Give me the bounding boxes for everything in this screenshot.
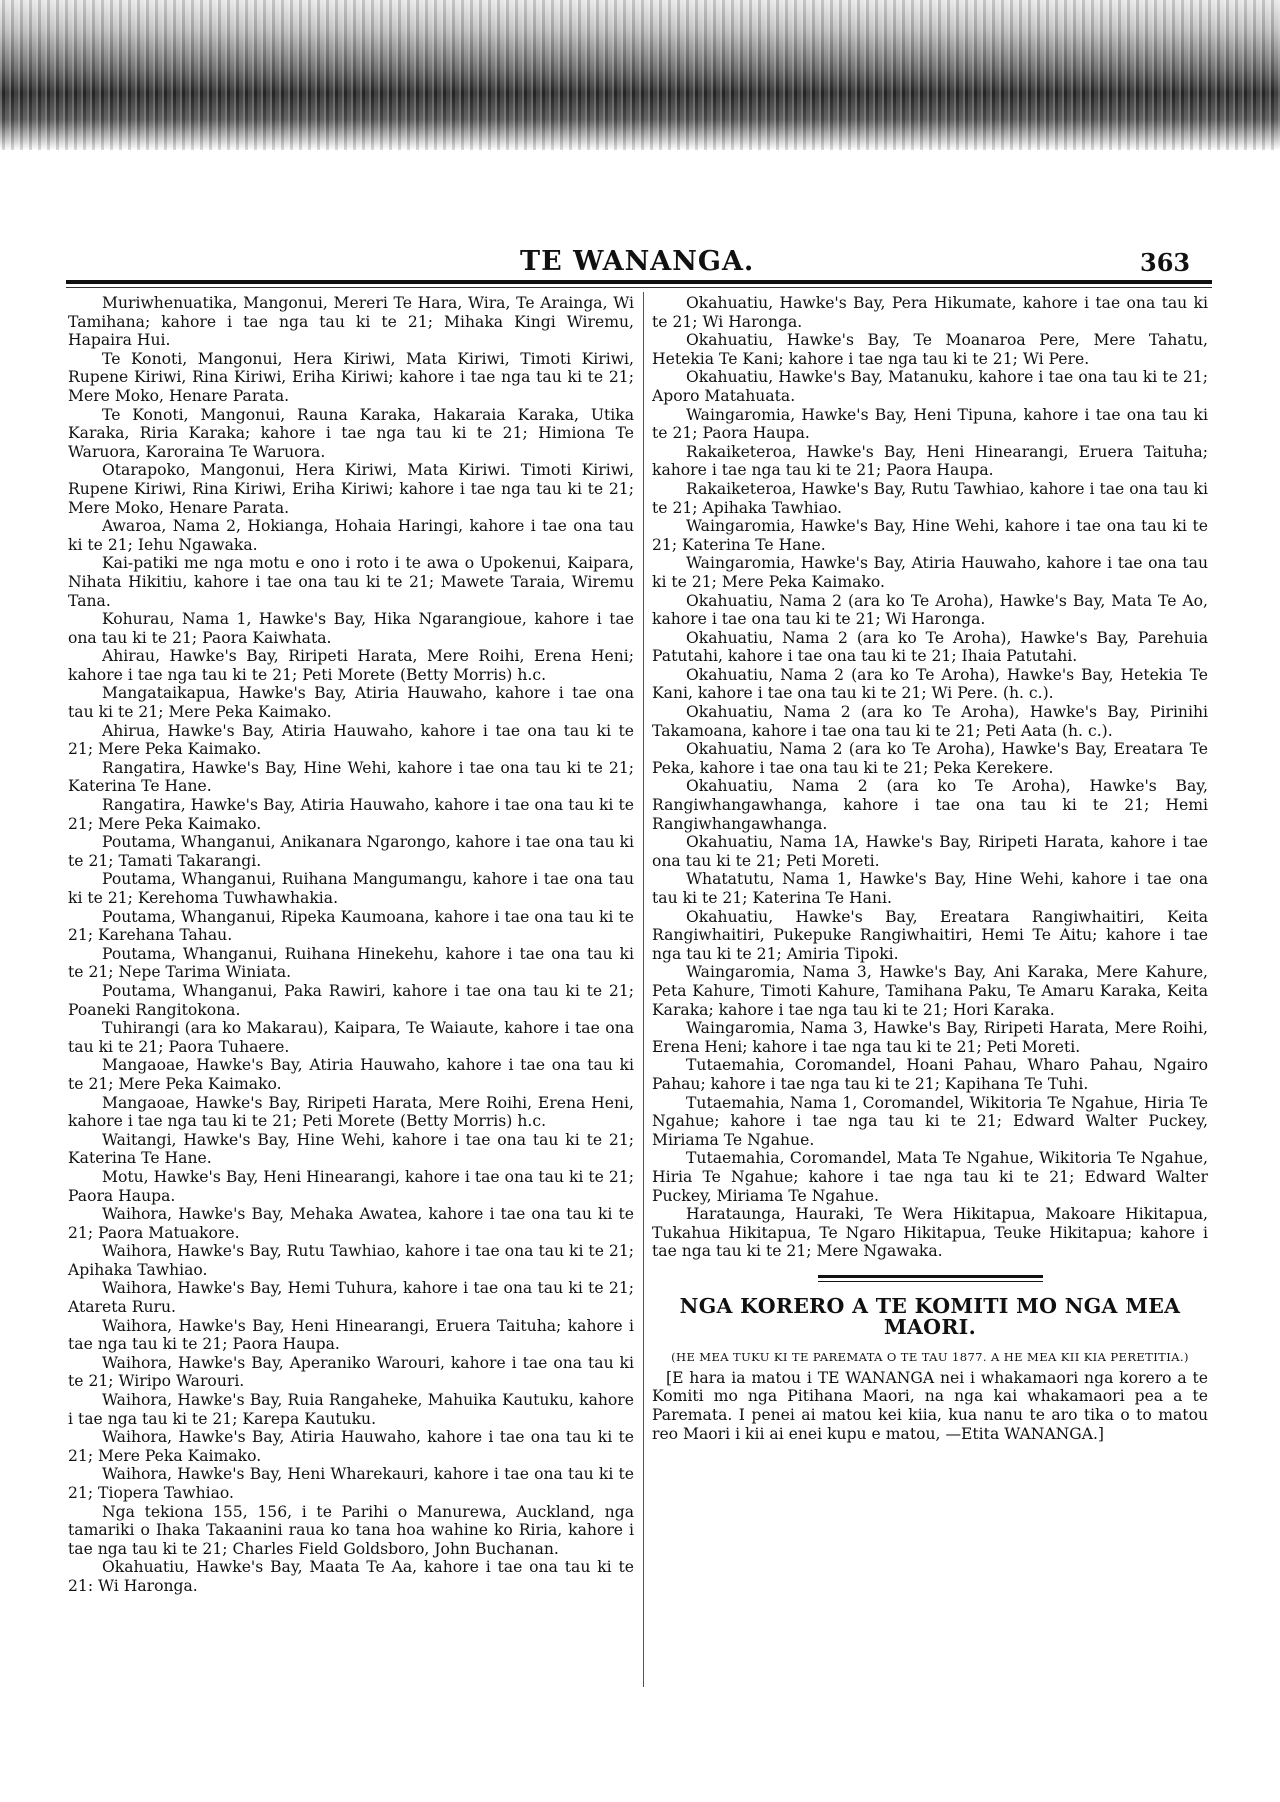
scan-noise-band	[0, 0, 1280, 150]
list-entry: Ahirau, Hawke's Bay, Riripeti Harata, Mere Roihi, Erena Heni; kahore i tae nga tau ki te 21; Peti Morete (Betty Morris) h.c.	[68, 647, 634, 684]
list-entry: Waingaromia, Nama 3, Hawke's Bay, Ani Karaka, Mere Kahure, Peta Kahure, Timoti Kahure, Tamihana Paku, Te Amaru Karaka, Keita Karaka; kahore i tae nga tau ki te 21; Hori Karaka.	[652, 963, 1208, 1019]
list-entry: Te Konoti, Mangonui, Hera Kiriwi, Mata Kiriwi, Timoti Kiriwi, Rupene Kiriwi, Rina Kiriwi, Eriha Kiriwi; kahore i tae nga tau ki te 21; Mere Moko, Henare Parata.	[68, 349, 634, 405]
list-entry: Okahuatiu, Hawke's Bay, Matanuku, kahore i tae ona tau ki te 21; Aporo Matahuata.	[652, 368, 1208, 405]
list-entry: Okahuatiu, Nama 2 (ara ko Te Aroha), Hawke's Bay, Parehuia Patutahi, kahore i tae ona tau ki te 21; Ihaia Patutahi.	[652, 628, 1208, 666]
list-entry: Okahuatiu, Nama 2 (ara ko Te Aroha), Hawke's Bay, Rangiwhangawhanga, kahore i tae ona tau ki te 21; Hemi Rangiwhangawhanga.	[652, 777, 1208, 833]
list-entry: Waihora, Hawke's Bay, Ruia Rangaheke, Mahuika Kautuku, kahore i tae nga tau ki te 21; Karepa Kautuku.	[68, 1391, 634, 1428]
list-entry: Okahuatiu, Nama 2 (ara ko Te Aroha), Hawke's Bay, Pirinihi Takamoana, kahore i tae ona tau ki te 21; Peti Aata (h. c.).	[652, 703, 1208, 740]
list-entry: Nga tekiona 155, 156, i te Parihi o Manurewa, Auckland, nga tamariki o Ihaka Takaanini raua ko tana hoa wahine ko Riria, kahore i tae nga tau ki te 21; Charles Field Goldsboro, John Buchanan.	[68, 1502, 634, 1558]
list-entry: Poutama, Whanganui, Ruihana Mangumangu, kahore i tae ona tau ki te 21; Kerehoma Tuwhawhakia.	[68, 870, 634, 907]
list-entry: Waihora, Hawke's Bay, Mehaka Awatea, kahore i tae ona tau ki te 21; Paora Matuakore.	[68, 1205, 634, 1242]
list-entry: Mangaoae, Hawke's Bay, Atiria Hauwaho, kahore i tae ona tau ki te 21; Mere Peka Kaimako.	[68, 1056, 634, 1093]
editor-note: [E hara ia matou i TE WANANGA nei i whakamaori nga korero a te Komiti mo nga Pitihana Maori, na nga kai whakamaori pea a te Paremata. I penei ai matou kei kiia, kua nanu te aro tika o to matou reo Maori i kii ai enei kupu e matou, —Etita WANANGA.]	[652, 1368, 1208, 1443]
list-entry: Waihora, Hawke's Bay, Atiria Hauwaho, kahore i tae ona tau ki te 21; Mere Peka Kaimako.	[68, 1428, 634, 1465]
list-entry: Kohurau, Nama 1, Hawke's Bay, Hika Ngarangioue, kahore i tae ona tau ki te 21; Paora Kaiwhata.	[68, 610, 634, 647]
section-rule	[818, 1275, 1043, 1282]
page-title: TE WANANGA.	[520, 246, 755, 277]
list-entry: Okahuatiu, Nama 2 (ara ko Te Aroha), Hawke's Bay, Mata Te Ao, kahore i tae ona tau ki te 21; Wi Haronga.	[652, 591, 1208, 629]
list-entry: Tutaemahia, Nama 1, Coromandel, Wikitoria Te Ngahue, Hiria Te Ngahue; kahore i tae nga tau ki te 21; Edward Walter Puckey, Miriama Te Ngahue.	[652, 1093, 1208, 1149]
column-divider	[643, 292, 644, 1687]
list-entry: Rakaiketeroa, Hawke's Bay, Rutu Tawhiao, kahore i tae ona tau ki te 21; Apihaka Tawhiao.	[652, 479, 1208, 517]
list-entry: Motu, Hawke's Bay, Heni Hinearangi, kahore i tae ona tau ki te 21; Paora Haupa.	[68, 1167, 634, 1205]
list-entry: Okahuatiu, Hawke's Bay, Ereatara Rangiwhaitiri, Keita Rangiwhaitiri, Pukepuke Rangiwhaitiri, Hemi Te Aitu; kahore i tae nga tau ki te 21; Amiria Tipoki.	[652, 907, 1208, 963]
list-entry: Poutama, Whanganui, Ruihana Hinekehu, kahore i tae ona tau ki te 21; Nepe Tarima Winiata.	[68, 944, 634, 982]
list-entry: Okahuatiu, Hawke's Bay, Te Moanaroa Pere, Mere Tahatu, Hetekia Te Kani; kahore i tae nga tau ki te 21; Wi Pere.	[652, 331, 1208, 368]
list-entry: Rangatira, Hawke's Bay, Hine Wehi, kahore i tae ona tau ki te 21; Katerina Te Hane.	[68, 758, 634, 796]
list-entry: Rakaiketeroa, Hawke's Bay, Heni Hinearangi, Eruera Taituha; kahore i tae nga tau ki te 21; Paora Haupa.	[652, 442, 1208, 480]
list-entry: Waingaromia, Nama 3, Hawke's Bay, Riripeti Harata, Mere Roihi, Erena Heni; kahore i tae nga tau ki te 21; Peti Moreti.	[652, 1019, 1208, 1056]
list-entry: Poutama, Whanganui, Paka Rawiri, kahore i tae ona tau ki te 21; Poaneki Rangitokona.	[68, 981, 634, 1019]
left-column	[68, 294, 634, 1596]
list-entry: Otarapoko, Mangonui, Hera Kiriwi, Mata Kiriwi. Timoti Kiriwi, Rupene Kiriwi, Rina Kiriwi, Eriha Kiriwi; kahore i tae nga tau ki te 21; Mere Moko, Henare Parata.	[68, 461, 634, 517]
list-entry: Waihora, Hawke's Bay, Aperaniko Warouri, kahore i tae ona tau ki te 21; Wiripo Warouri.	[68, 1353, 634, 1391]
list-entry: Waihora, Hawke's Bay, Heni Hinearangi, Eruera Taituha; kahore i tae nga tau ki te 21; Paora Haupa.	[68, 1316, 634, 1354]
list-entry: Muriwhenuatika, Mangonui, Mereri Te Hara, Wira, Te Arainga, Wi Tamihana; kahore i tae nga tau ki te 21; Mihaka Kingi Wiremu, Hapaira Hui.	[68, 294, 634, 350]
list-entry: Okahuatiu, Hawke's Bay, Pera Hikumate, kahore i tae ona tau ki te 21; Wi Haronga.	[652, 294, 1208, 331]
header-rule-thin	[66, 287, 1212, 288]
header-rule	[66, 280, 1212, 284]
section-subtitle: (HE MEA TUKU KI TE PAREMATA O TE TAU 1877. A HE MEA KII KIA PERETITIA.)	[671, 1349, 1189, 1364]
section-title: NGA KORERO A TE KOMITI MO NGA MEA MAORI.	[679, 1293, 1181, 1339]
list-entry: Waihora, Hawke's Bay, Rutu Tawhiao, kahore i tae ona tau ki te 21; Apihaka Tawhiao.	[68, 1242, 634, 1279]
list-entry: Harataunga, Hauraki, Te Wera Hikitapua, Makoare Hikitapua, Tukahua Hikitapua, Te Ngaro Hikitapua, Teuke Hikitapua; kahore i tae nga tau ki te 21; Mere Ngawaka.	[652, 1205, 1208, 1261]
list-entry: Tutaemahia, Coromandel, Mata Te Ngahue, Wikitoria Te Ngahue, Hiria Te Ngahue; kahore i tae nga tau ki te 21; Edward Walter Puckey, Miriama Te Ngahue.	[652, 1149, 1208, 1205]
list-entry: Kai-patiki me nga motu e ono i roto i te awa o Upokenui, Kaipara, Nihata Hikitiu, kahore i tae ona tau ki te 21; Mawete Taraia, Wiremu Tana.	[68, 554, 634, 610]
list-entry: Waitangi, Hawke's Bay, Hine Wehi, kahore i tae ona tau ki te 21; Katerina Te Hane.	[68, 1130, 634, 1168]
list-entry: Waihora, Hawke's Bay, Heni Wharekauri, kahore i tae ona tau ki te 21; Tiopera Tawhiao.	[68, 1465, 634, 1502]
list-entry: Poutama, Whanganui, Anikanara Ngarongo, kahore i tae ona tau ki te 21; Tamati Takarangi.	[68, 833, 634, 870]
page-number: 363	[1140, 248, 1191, 277]
list-entry: Poutama, Whanganui, Ripeka Kaumoana, kahore i tae ona tau ki te 21; Karehana Tahau.	[68, 907, 634, 945]
right-column-entries	[652, 294, 1208, 1261]
list-entry: Mangataikapua, Hawke's Bay, Atiria Hauwaho, kahore i tae ona tau ki te 21; Mere Peka Kaimako.	[68, 684, 634, 722]
list-entry: Waingaromia, Hawke's Bay, Heni Tipuna, kahore i tae ona tau ki te 21; Paora Haupa.	[652, 405, 1208, 443]
list-entry: Waihora, Hawke's Bay, Hemi Tuhura, kahore i tae ona tau ki te 21; Atareta Ruru.	[68, 1279, 634, 1317]
list-entry: Okahuatiu, Nama 2 (ara ko Te Aroha), Hawke's Bay, Ereatara Te Peka, kahore i tae ona tau ki te 21; Peka Kerekere.	[652, 740, 1208, 777]
list-entry: Whatatutu, Nama 1, Hawke's Bay, Hine Wehi, kahore i tae ona tau ki te 21; Katerina Te Hani.	[652, 870, 1208, 907]
list-entry: Tuhirangi (ara ko Makarau), Kaipara, Te Waiaute, kahore i tae ona tau ki te 21; Paora Tuhaere.	[68, 1019, 634, 1056]
list-entry: Awaroa, Nama 2, Hokianga, Hohaia Haringi, kahore i tae ona tau ki te 21; Iehu Ngawaka.	[68, 517, 634, 554]
list-entry: Waingaromia, Hawke's Bay, Hine Wehi, kahore i tae ona tau ki te 21; Katerina Te Hane.	[652, 517, 1208, 554]
list-entry: Waingaromia, Hawke's Bay, Atiria Hauwaho, kahore i tae ona tau ki te 21; Mere Peka Kaimako.	[652, 554, 1208, 591]
list-entry: Mangaoae, Hawke's Bay, Riripeti Harata, Mere Roihi, Erena Heni, kahore i tae nga tau ki te 21; Peti Morete (Betty Morris) h.c.	[68, 1093, 634, 1131]
list-entry: Okahuatiu, Nama 1A, Hawke's Bay, Riripeti Harata, kahore i tae ona tau ki te 21; Peti Moreti.	[652, 833, 1208, 870]
list-entry: Rangatira, Hawke's Bay, Atiria Hauwaho, kahore i tae ona tau ki te 21; Mere Peka Kaimako.	[68, 796, 634, 833]
right-column	[652, 294, 1208, 1443]
list-entry: Okahuatiu, Nama 2 (ara ko Te Aroha), Hawke's Bay, Hetekia Te Kani, kahore i tae ona tau ki te 21; Wi Pere. (h. c.).	[652, 665, 1208, 703]
list-entry: Tutaemahia, Coromandel, Hoani Pahau, Wharo Pahau, Ngairo Pahau; kahore i tae nga tau ki te 21; Kapihana Te Tuhi.	[652, 1056, 1208, 1093]
list-entry: Te Konoti, Mangonui, Rauna Karaka, Hakaraia Karaka, Utika Karaka, Riria Karaka; kahore i tae nga tau ki te 21; Himiona Te Waruora, Karoraina Te Waruora.	[68, 405, 634, 461]
list-entry: Okahuatiu, Hawke's Bay, Maata Te Aa, kahore i tae ona tau ki te 21: Wi Haronga.	[68, 1558, 634, 1595]
list-entry: Ahirua, Hawke's Bay, Atiria Hauwaho, kahore i tae ona tau ki te 21; Mere Peka Kaimako.	[68, 721, 634, 759]
